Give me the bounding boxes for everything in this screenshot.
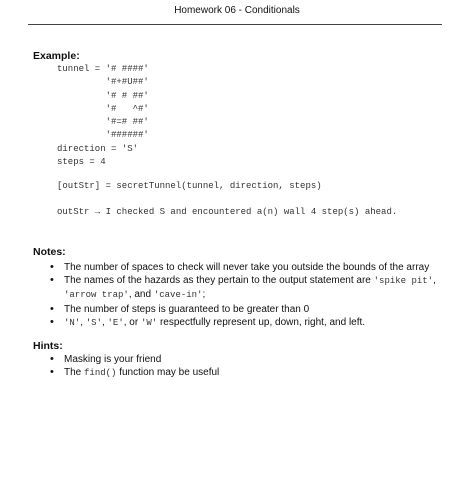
document-title: Homework 06 - Conditionals [174, 5, 300, 16]
tunnel-code-block [57, 63, 149, 169]
example-heading: Example: [33, 50, 80, 62]
note-text: , [101, 316, 108, 328]
hazard-code: 'spike pit' [373, 276, 434, 287]
note-text: , [433, 275, 436, 287]
note-text: , and [128, 289, 154, 301]
hint-text: The [64, 367, 85, 379]
direction-code: 'E' [107, 317, 124, 328]
output-result-line: outStr → I checked S and encountered a(n) wall 4 step(s) ahead. [57, 207, 398, 217]
function-call-line: [outStr] = secretTunnel(tunnel, direction, steps) [57, 181, 322, 191]
note-text: The number of spaces to check will never take you outside the bounds of the array [64, 262, 430, 273]
tunnel-line: '# # ##' [57, 90, 149, 101]
note-text: , [80, 316, 86, 328]
hints-heading: Hints: [33, 340, 63, 352]
note-text: respectfully represent up, down, right, and left. [157, 316, 366, 328]
list-item [45, 261, 445, 274]
tunnel-line: '#=# ##' [57, 117, 149, 128]
direction-code: 'N' [64, 317, 81, 328]
list-item [45, 353, 445, 366]
note-text: The number of steps is guaranteed to be greater than 0 [64, 303, 310, 315]
hazard-code: 'arrow trap' [64, 290, 129, 301]
header-divider [28, 24, 442, 25]
notes-heading: Notes: [33, 246, 66, 258]
direction-code: 'W' [140, 317, 158, 328]
list-item [45, 303, 445, 316]
tunnel-line: '######' [57, 130, 149, 141]
tunnel-line: '#+#U##' [57, 77, 149, 88]
list-item [45, 274, 445, 302]
hints-list [45, 353, 445, 380]
hazard-code: 'cave-in' [153, 290, 203, 301]
note-text: The names of the hazards as they pertain to the output statement are [64, 275, 374, 287]
direction-code: 'S' [85, 317, 102, 328]
hint-text: Masking is your friend [64, 354, 162, 365]
steps-line: steps = 4 [57, 157, 106, 168]
note-text: , or [123, 316, 141, 328]
notes-list [45, 261, 445, 330]
direction-line: direction = 'S' [57, 143, 139, 154]
tunnel-line: tunnel = '# ####' [57, 64, 149, 74]
hint-text: function may be useful [116, 367, 220, 379]
list-item [45, 316, 445, 330]
function-code: find() [84, 368, 117, 379]
note-text: ; [202, 289, 206, 301]
tunnel-line: '# ^#' [57, 103, 149, 114]
list-item [45, 366, 445, 380]
